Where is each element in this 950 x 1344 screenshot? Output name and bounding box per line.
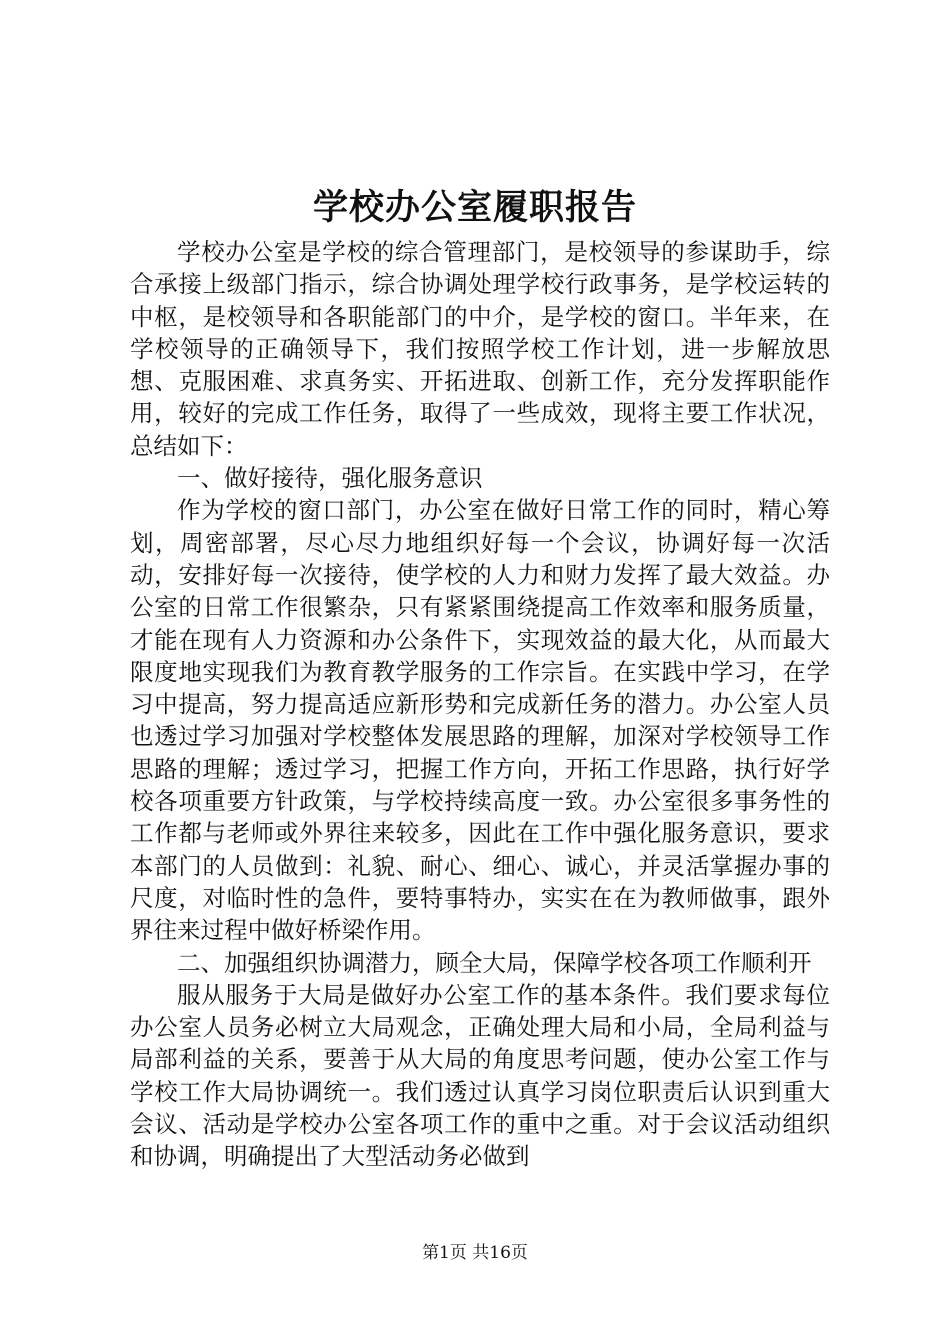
section-heading-2: 二、加强组织协调潜力，顾全大局，保障学校各项工作顺利开 bbox=[177, 948, 812, 977]
document-body bbox=[130, 236, 830, 1173]
paragraph-intro: 学校办公室是学校的综合管理部门，是校领导的参谋助手，综合承接上级部门指示，综合协调处理学校行政事务，是学校运转的中枢，是校领导和各职能部门的中介，是学校的窗口。半年来，在学校领导的正确领导下，我们按照学校工作计划，进一步解放思想、克服困难、求真务实、开拓进取、创新工作，充分发挥职能作用，较好的完成工作任务，取得了一些成效，现将主要工作状况，总结如下： bbox=[130, 238, 830, 460]
section-heading-1: 一、做好接待，强化服务意识 bbox=[177, 464, 483, 493]
page-number-footer: 第1页 共16页 bbox=[422, 1243, 528, 1263]
paragraph-section-1: 作为学校的窗口部门，办公室在做好日常工作的同时，精心筹划，周密部署，尽心尽力地组织好每一个会议，协调好每一次活动，安排好每一次接待，使学校的人力和财力发挥了最大效益。办公室的日常工作很繁杂，只有紧紧围绕提高工作效率和服务质量，才能在现有人力资源和办公条件下，实现效益的最大化，从而最大限度地实现我们为教育教学服务的工作宗旨。在实践中学习，在学习中提高，努力提高适应新形势和完成新任务的潜力。办公室人员也透过学习加强对学校整体发展思路的理解，加深对学校领导工作思路的理解；透过学习，把握工作方向，开拓工作思路，执行好学校各项重要方针政策，与学校持续高度一致。办公室很多事务性的工作都与老师或外界往来较多，因此在工作中强化服务意识，要求本部门的人员做到：礼貌、耐心、细心、诚心，并灵活掌握办事的尺度，对临时性的急件，要特事特办，实实在在为教师做事，跟外界往来过程中做好桥梁作用。 bbox=[130, 496, 830, 945]
document-title: 学校办公室履职报告 bbox=[312, 187, 637, 228]
paragraph-section-2: 服从服务于大局是做好办公室工作的基本条件。我们要求每位办公室人员务必树立大局观念，正确处理大局和小局，全局利益与局部利益的关系，要善于从大局的角度思考问题，使办公室工作与学校工作大局协调统一。我们透过认真学习岗位职责后认识到重大会议、活动是学校办公室各项工作的重中之重。对于会议活动组织和协调，明确提出了大型活动务必做到 bbox=[130, 980, 830, 1171]
